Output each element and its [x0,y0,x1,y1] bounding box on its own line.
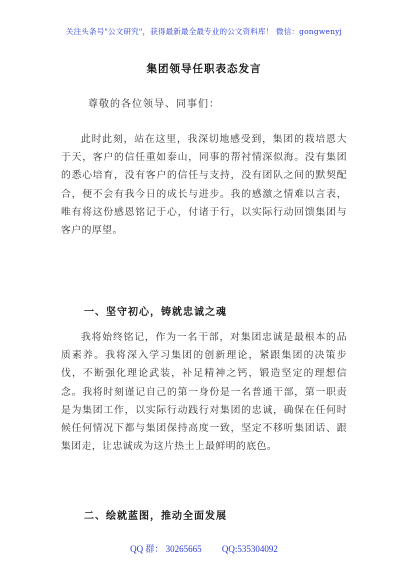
salutation: 尊敬的各位领导、同事们： [88,99,220,110]
document-title: 集团领导任职表态发言 [146,63,262,75]
body-paragraph-1: 此时此刻，站在这里，我深切地感受到，集团的栽培恩大于天，客户的信任重如泰山，同事的帮衬情深似海。没有集团的悉心培育，没有客户的信任与支持，没有团队之间的默契配合，便不会有我今日的成长与进步。我的感激之情难以言表，唯有将这份感恩铭记于心，付诸于行，以实际行动回馈集团与客户的厚望。 [61,134,347,237]
footer-qq-group: QQ 群： 30265665 [130,544,202,554]
section-heading-2: 二、绘就蓝图，推动全面发展 [84,511,227,522]
body-paragraph-2: 我将始终铭记，作为一名干部，对集团忠诚是最根本的品质素养。我将深入学习集团的创新理论，紧跟集团的决策步伐，不断强化理论武装，补足精神之钙，锻造坚定的理想信念。我将时刻谨记自己的第一身份是一名普通干部，第一职责是为集团工作，以实际行动践行对集团的忠诚，确保在任何时候任何情况下都与集团保持高度一致，坚定不移听集团话、跟集团走，让忠诚成为这片热土上最鲜明的底色。 [61,332,347,453]
header-promo-note: 关注头条号"公文研究"，获得最新最全最专业的公文资料库！ 微信：gongwenyj [65,27,343,36]
footer-contact [0,542,408,555]
section-heading-1: 一、坚守初心，铸就忠诚之魂 [84,307,227,318]
footer-qq-number: QQ:535304092 [221,544,278,554]
